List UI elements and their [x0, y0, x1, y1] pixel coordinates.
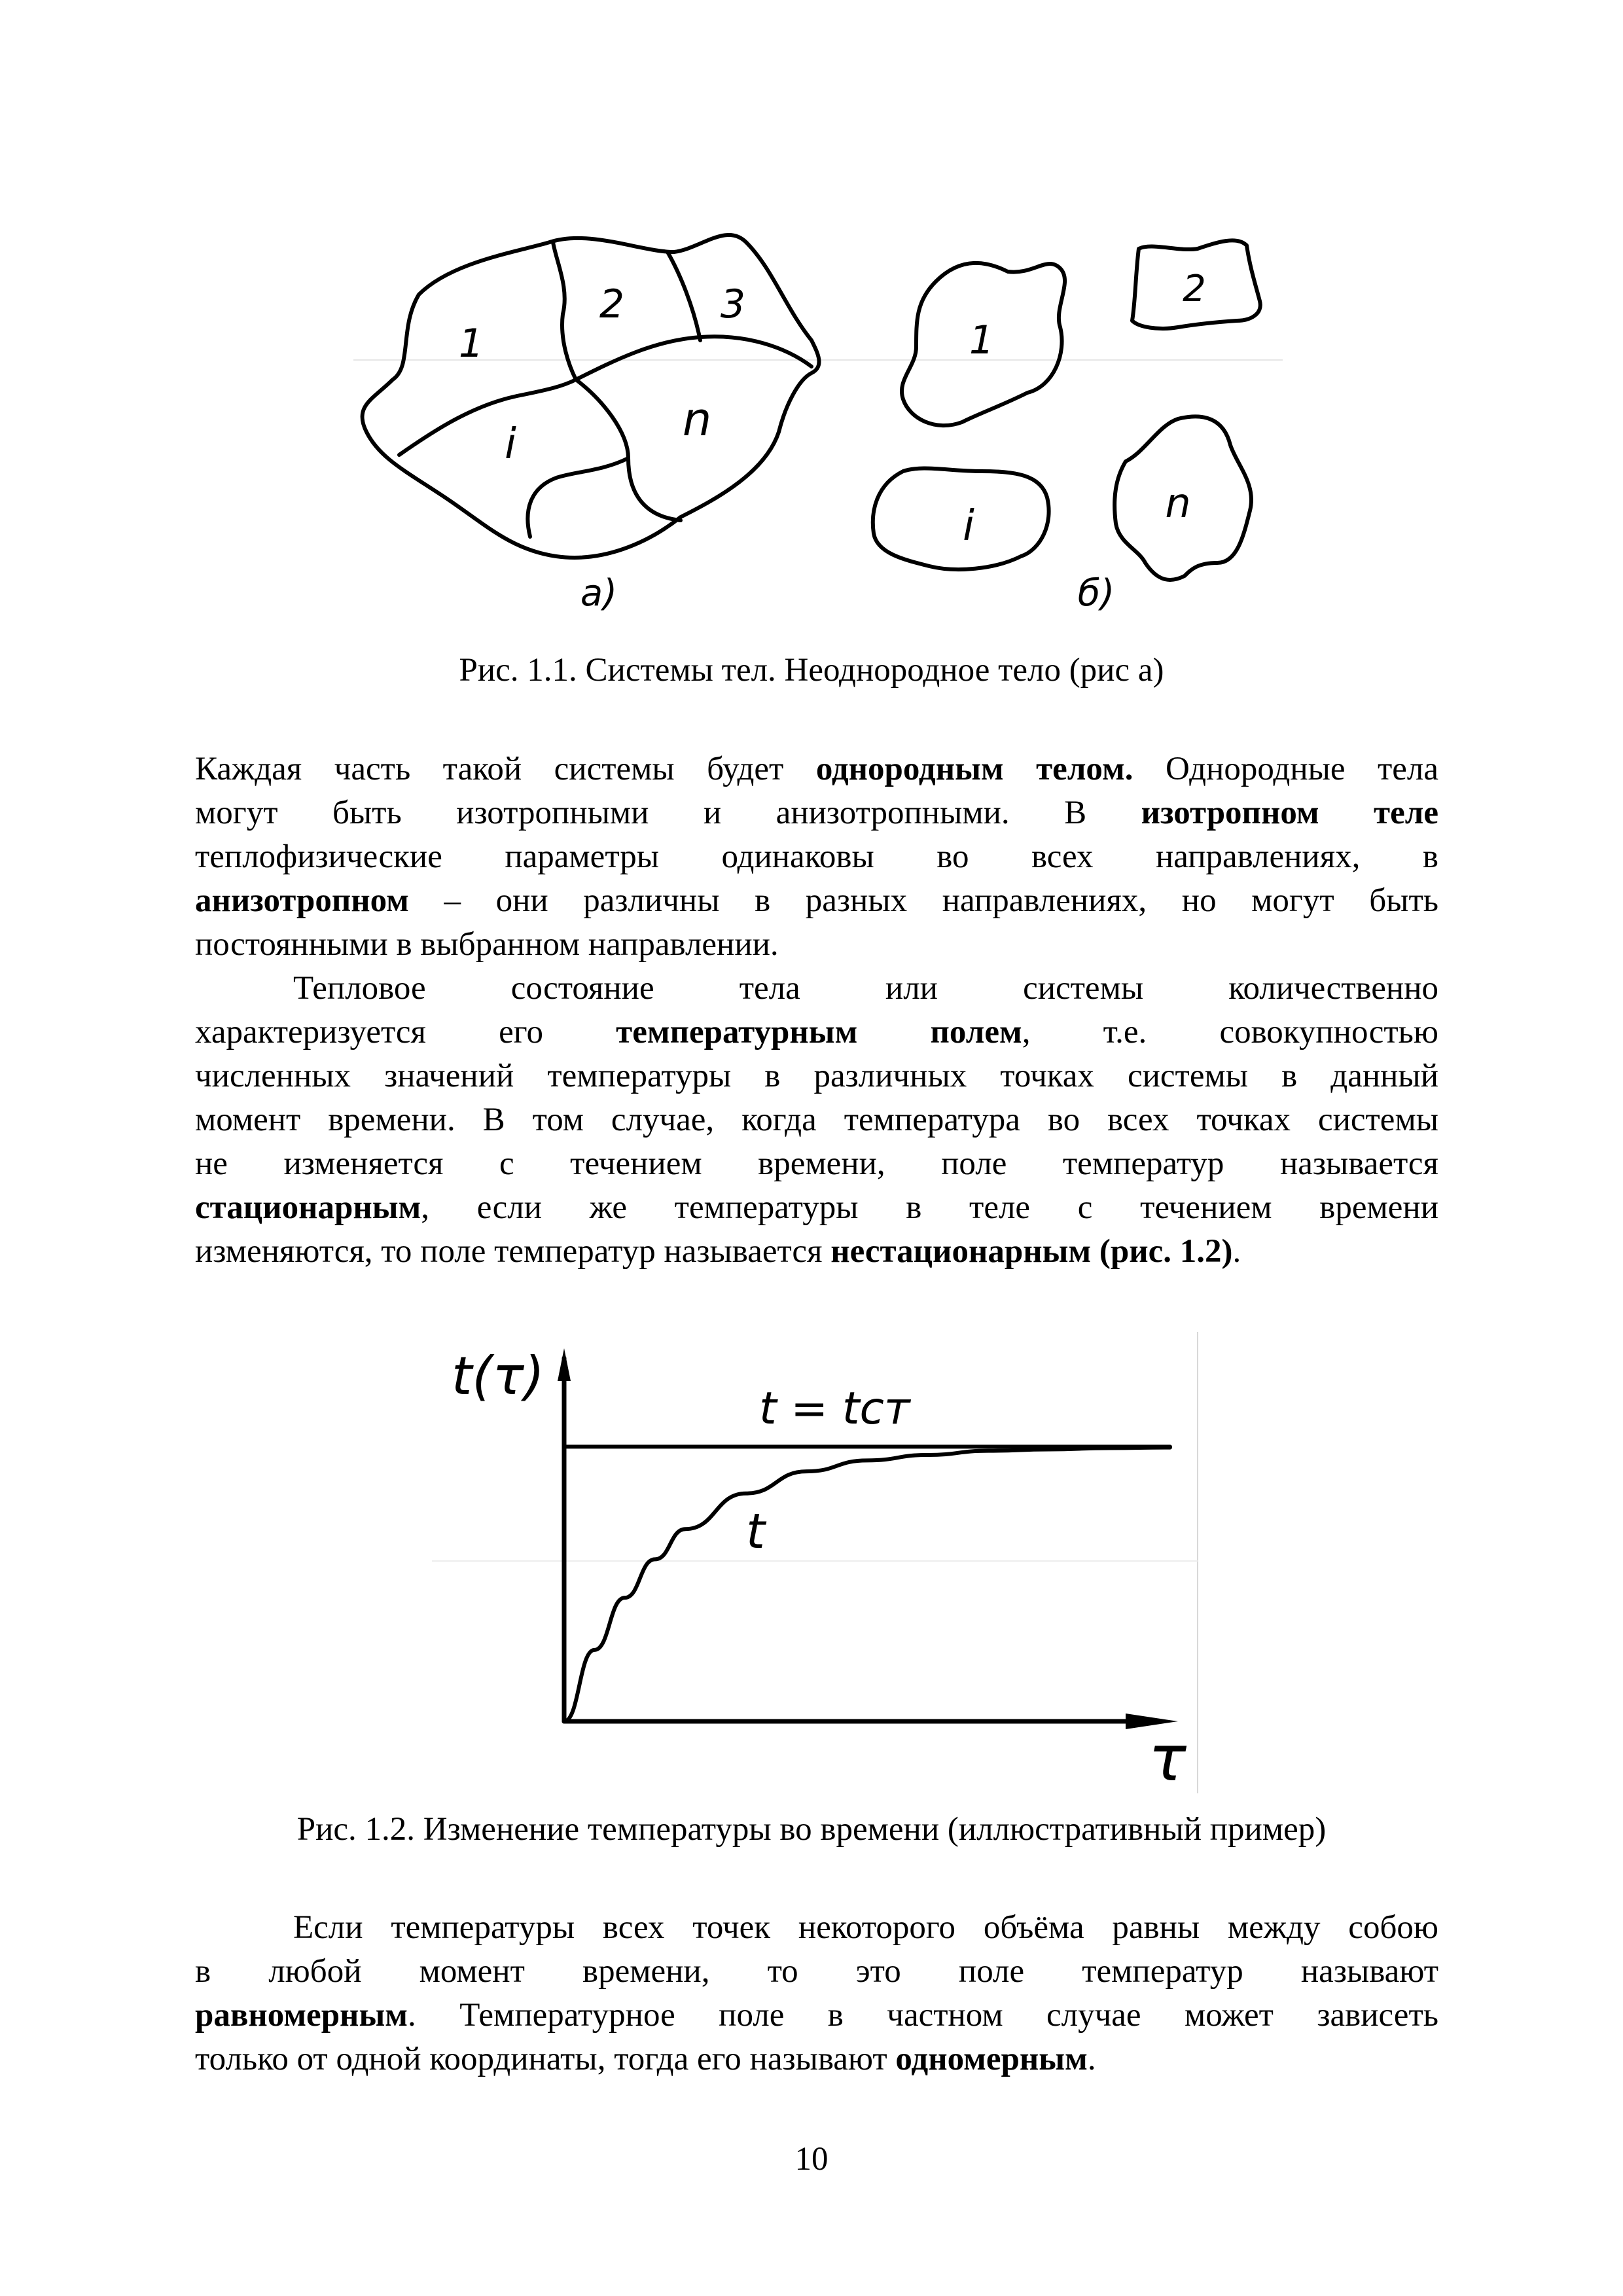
figure-1-2-chart [0, 1309, 1623, 1806]
label-part-1: 1 [458, 321, 484, 367]
series-label-t: t [746, 1503, 766, 1560]
p3-line-3: равномерным. Температурное поле в частном случае может зависеть [195, 1997, 1438, 2034]
p2-line-1: Тепловое состояние тела или системы количественно [293, 970, 1438, 1007]
p1-line-2: могут быть изотропными и анизотропными. В изотропном теле [195, 795, 1438, 831]
p3-line-2: в любой момент времени, то это поле температур называют [195, 1953, 1438, 1990]
p2-line-4: момент времени. В том случае, когда температура во всех точках системы [195, 1102, 1438, 1138]
y-axis-arrow [558, 1348, 571, 1381]
series-label-tst: t = tст [759, 1383, 910, 1435]
p2-line-2: характеризуется его температурным полем, т.е. совокупностью [195, 1014, 1439, 1050]
p2-line-5: не изменяется с течением времени, поле температур называется [195, 1145, 1438, 1182]
p1-line-4: анизотропном – они различны в разных направлениях, но могут быть [195, 882, 1438, 919]
label-body-2: 2 [1183, 268, 1206, 310]
label-body-n: n [1165, 479, 1191, 527]
boundary-i-n [576, 380, 681, 520]
label-subfig-a: а) [580, 572, 618, 615]
label-part-i: i [505, 420, 516, 469]
label-part-3: 3 [720, 281, 746, 327]
p3-line-4: только от одной координаты, тогда его называют одномерным. [195, 2041, 1096, 2077]
series-line-t-curve [564, 1448, 1170, 1721]
p1-line-5: постоянными в выбранном направлении. [195, 926, 779, 963]
x-axis-label: τ [1149, 1722, 1186, 1795]
boundary-1-2 [553, 242, 576, 380]
boundary-2-3 [668, 252, 700, 340]
figure-1-2-caption: Рис. 1.2. Изменение температуры во времени (иллюстративный пример) [296, 1811, 1327, 1848]
boundary-i-bottom [527, 458, 628, 537]
label-body-1: 1 [969, 317, 995, 363]
p1-line-3: теплофизические параметры одинаковы во всех направлениях, в [195, 838, 1438, 875]
p2-line-3: численных значений температуры в различных точках системы в данный [195, 1058, 1438, 1094]
label-part-2: 2 [599, 281, 625, 327]
heterogeneous-body-outline [363, 235, 819, 558]
paragraph-uniform-field [195, 1906, 1438, 2081]
page-number: 10 [794, 2141, 829, 2178]
label-body-i: i [963, 502, 974, 550]
figure-1-1-caption: Рис. 1.1. Системы тел. Неоднородное тело (рис а) [459, 652, 1164, 689]
label-part-n: n [682, 393, 712, 446]
body-i-outline [873, 469, 1049, 569]
p3-line-1: Если температуры всех точек некоторого объёма равны между собою [293, 1909, 1438, 1946]
label-subfig-b: б) [1077, 572, 1115, 615]
boundary-1-i [399, 380, 576, 455]
y-axis-label: t(τ) [452, 1346, 544, 1407]
paragraph-homogeneous-body [195, 747, 1438, 967]
p1-line-1: Каждая часть такой системы будет однородным телом. Однородные тела [195, 751, 1438, 787]
p2-line-6: стационарным, если же температуры в теле с течением времени [195, 1189, 1438, 1226]
boundary-3-n [576, 336, 812, 380]
p2-line-7: изменяются, то поле температур называется нестационарным (рис. 1.2). [195, 1233, 1241, 1270]
paragraph-temperature-field [195, 967, 1438, 1274]
figure-1-1 [0, 0, 1623, 628]
